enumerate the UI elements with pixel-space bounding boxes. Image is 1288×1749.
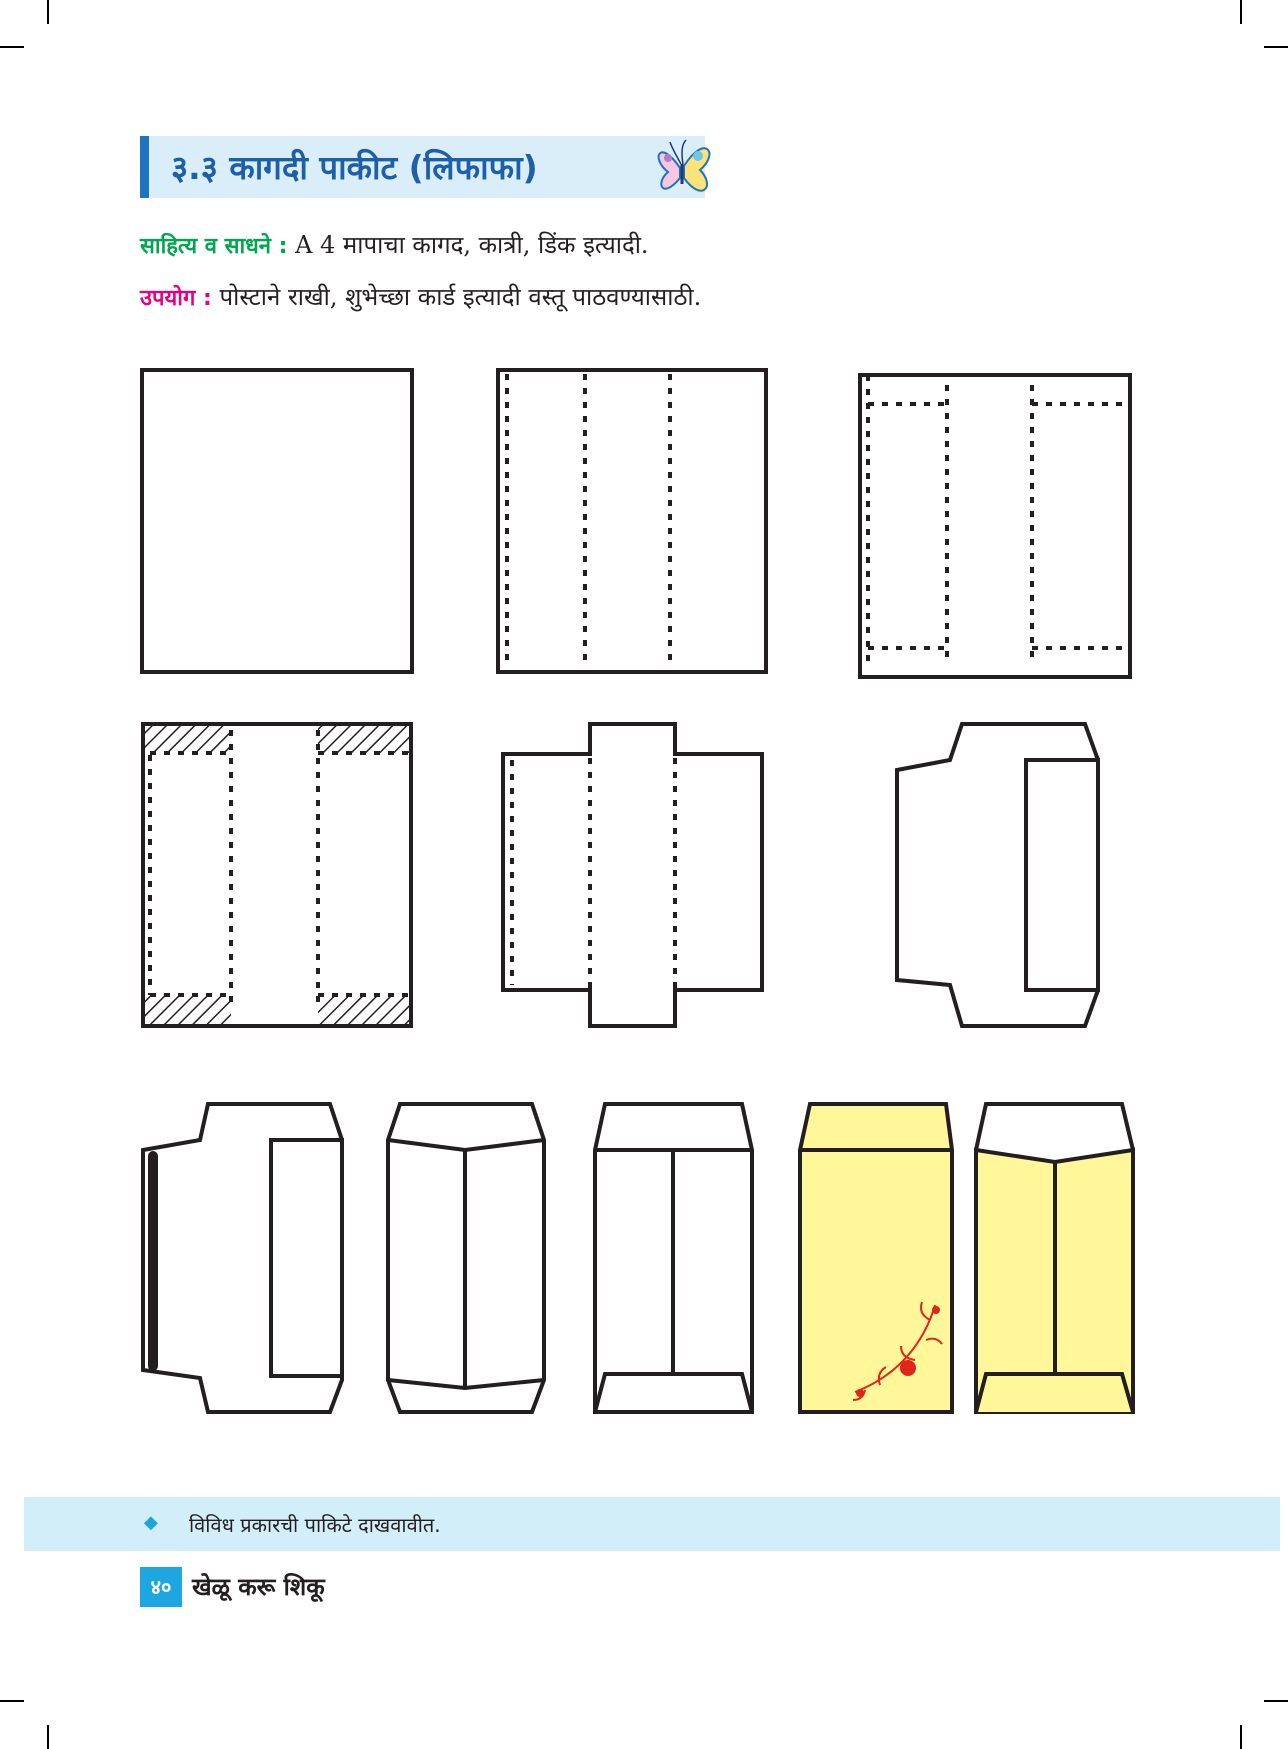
crop-mark	[47, 1725, 49, 1749]
step6-flaps	[897, 724, 1098, 1026]
step2-folds	[498, 370, 766, 672]
step8-envelope	[388, 1104, 544, 1412]
materials-label: साहित्य व साधने :	[140, 234, 288, 259]
usage-label: उपयोग :	[140, 286, 212, 311]
step7-glue	[143, 1104, 342, 1412]
crop-mark	[1264, 1700, 1288, 1702]
note-band	[24, 1497, 1280, 1551]
usage-text: पोस्टाने राखी, शुभेच्छा कार्ड इत्यादी वस्तू पाठवण्यासाठी.	[219, 283, 702, 311]
crop-mark	[1240, 1725, 1242, 1749]
materials-text: A 4 मापाचा कागद, कात्री, डिंक इत्यादी.	[295, 231, 649, 259]
book-title: खेळू करू शिकू	[192, 1573, 325, 1601]
crop-mark	[0, 1700, 24, 1702]
step5-cross	[503, 724, 762, 1026]
step4-hatched	[143, 724, 411, 1026]
diamond-bullet-icon: ◆	[144, 1512, 158, 1533]
note-text: विविध प्रकारची पाकिटे दाखवावीत.	[189, 1513, 441, 1537]
step3-folds	[860, 375, 1130, 677]
step1-square	[142, 370, 412, 672]
section-title: ३.३ कागदी पाकीट (लिफाफा)	[171, 148, 538, 187]
step11-yellow-envelope	[976, 1104, 1133, 1412]
step10-yellow-envelope	[800, 1104, 952, 1412]
page-number: ४०	[140, 1567, 182, 1607]
step9-envelope	[595, 1104, 752, 1412]
